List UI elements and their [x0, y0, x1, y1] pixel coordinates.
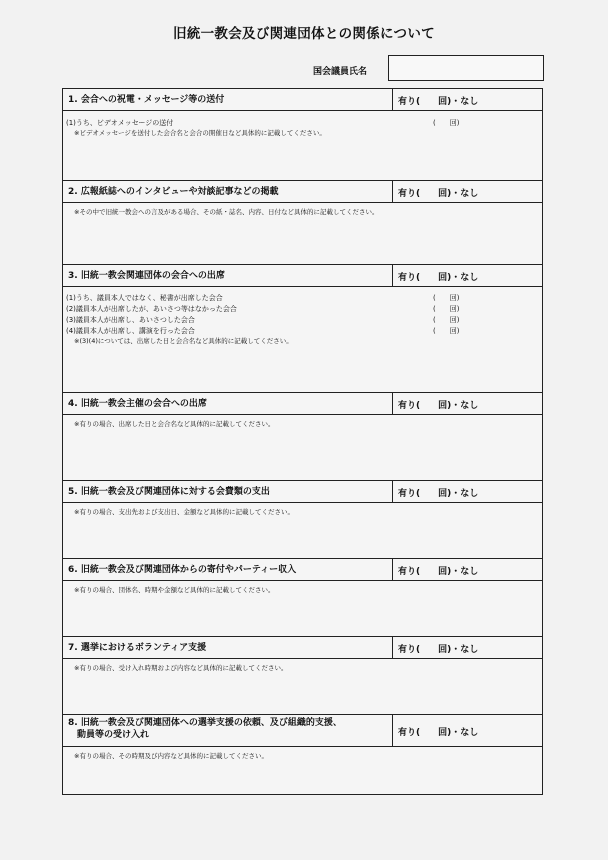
subitem-count-field[interactable]: ( 回) [433, 294, 460, 302]
section-title: 5. 旧統一教会及び関連団体に対する会費類の支出 [68, 487, 270, 497]
section-2 [63, 180, 542, 265]
section-title: 7. 選挙におけるボランティア支援 [68, 643, 207, 653]
section-title: 4. 旧統一教会主催の会合への出席 [68, 399, 207, 409]
section-1 [63, 89, 542, 180]
section-header [63, 559, 542, 581]
section-title-line-1: 8. 旧統一教会及び関連団体への選挙支援の依頼、及び組織的支援、 [68, 718, 342, 728]
section-note: ※有りの場合、団体名、時期や金額など具体的に記載してください。 [74, 586, 275, 594]
section-note: ※ビデオメッセージを送付した会合名と会合の開催日など具体的に記載してください。 [74, 129, 326, 137]
answer-choice[interactable]: 有り( 回)・なし [398, 645, 479, 655]
section-5 [63, 480, 542, 559]
subitem-label: (1)うち、ビデオメッセージの送付 [66, 119, 174, 127]
subitem-count-field[interactable]: ( 回) [433, 305, 460, 313]
member-name-label: 国会議員氏名 [313, 67, 368, 77]
section-4 [63, 392, 542, 481]
section-title: 6. 旧統一教会及び関連団体からの寄付やパーティー収入 [68, 565, 297, 575]
section-header [63, 637, 542, 659]
section-7 [63, 636, 542, 715]
answer-choice[interactable]: 有り( 回)・なし [398, 489, 479, 499]
answer-choice[interactable]: 有り( 回)・なし [398, 567, 479, 577]
section-title [68, 717, 342, 741]
section-note: ※(3)(4)については、出席した日と会合名など具体的に記載してください。 [74, 337, 293, 345]
section-title: 2. 広報紙誌へのインタビューや対談記事などの掲載 [68, 187, 279, 197]
column-divider [392, 481, 393, 502]
column-divider [392, 393, 393, 414]
column-divider [392, 181, 393, 202]
subitem-label: (3)議員本人が出席し、あいさつした会合 [66, 316, 195, 324]
section-header [63, 393, 542, 415]
section-note: ※有りの場合、その時期及び内容など具体的に記載してください。 [74, 752, 268, 760]
section-8 [63, 714, 542, 795]
section-header [63, 265, 542, 287]
answer-choice[interactable]: 有り( 回)・なし [398, 401, 479, 411]
subitem-label: (4)議員本人が出席し、講演を行った会合 [66, 327, 195, 335]
section-title-line-2: 動員等の受け入れ [68, 730, 150, 740]
column-divider [392, 559, 393, 580]
survey-form [62, 88, 543, 795]
section-header [63, 181, 542, 203]
section-note: ※その中で旧統一教会への言及がある場合、その紙・誌名、内容、日付など具体的に記載してください。 [74, 208, 379, 216]
answer-choice[interactable]: 有り( 回)・なし [398, 728, 479, 738]
section-note: ※有りの場合、受け入れ時期および内容など具体的に記載してください。 [74, 664, 288, 672]
section-header [63, 89, 542, 111]
section-note: ※有りの場合、出席した日と会合名など具体的に記載してください。 [74, 420, 275, 428]
subitem-count-field[interactable]: ( 回) [433, 327, 460, 335]
subitem-label: (2)議員本人が出席したが、あいさつ等はなかった会合 [66, 305, 237, 313]
column-divider [392, 265, 393, 286]
page-title: 旧統一教会及び関連団体との関係について [173, 26, 435, 42]
subitem-count-field[interactable]: ( 回) [433, 316, 460, 324]
answer-choice[interactable]: 有り( 回)・なし [398, 97, 479, 107]
member-name-field[interactable] [388, 55, 544, 81]
column-divider [392, 89, 393, 110]
section-header [63, 715, 542, 747]
subitem-count-field[interactable]: ( 回) [433, 119, 460, 127]
column-divider [392, 715, 393, 746]
answer-choice[interactable]: 有り( 回)・なし [398, 189, 479, 199]
section-3 [63, 264, 542, 393]
section-6 [63, 558, 542, 637]
section-note: ※有りの場合、支出先および支出日、金額など具体的に記載してください。 [74, 508, 294, 516]
answer-choice[interactable]: 有り( 回)・なし [398, 273, 479, 283]
subitem-label: (1)うち、議員本人ではなく、秘書が出席した会合 [66, 294, 223, 302]
section-title: 1. 会合への祝電・メッセージ等の送付 [68, 95, 225, 105]
section-header [63, 481, 542, 503]
section-title: 3. 旧統一教会関連団体の会合への出席 [68, 271, 225, 281]
column-divider [392, 637, 393, 658]
